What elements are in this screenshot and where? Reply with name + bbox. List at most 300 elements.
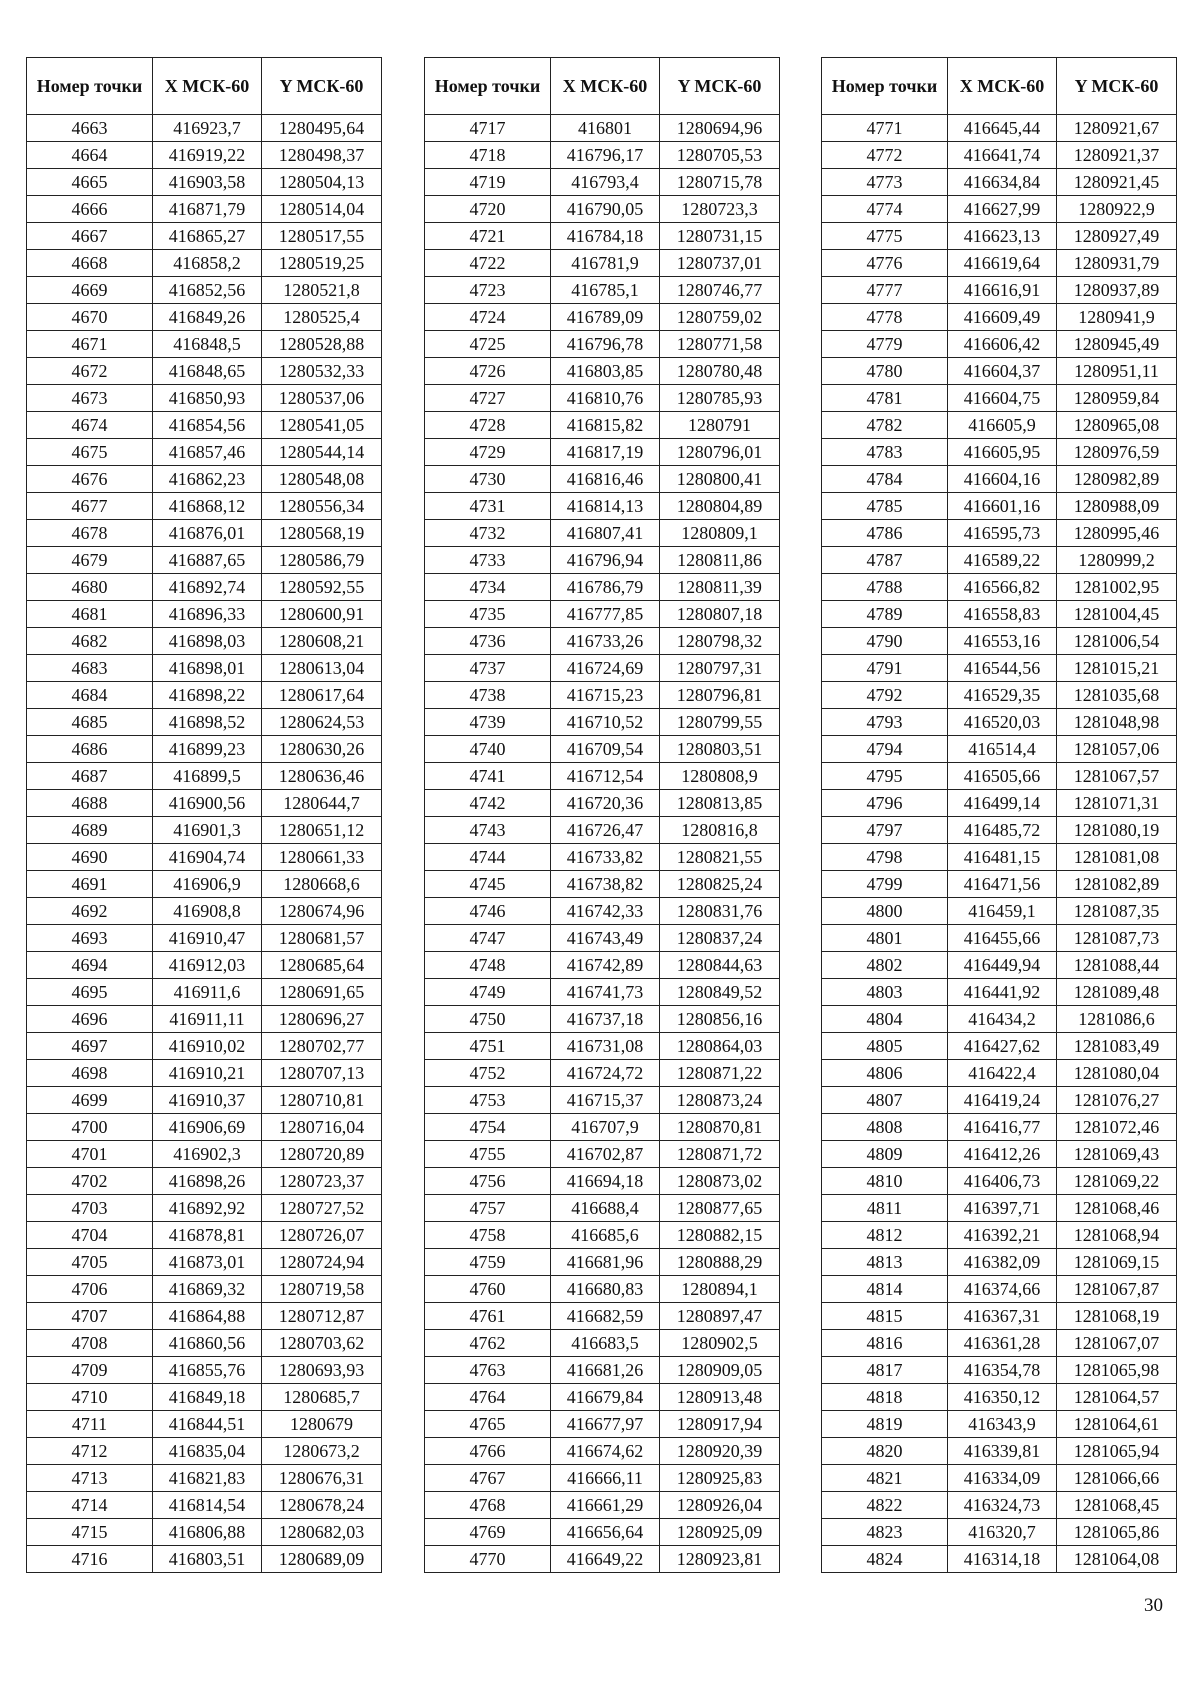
header-point-number: Номер точки <box>27 58 153 115</box>
y-coordinate-cell: 1280644,7 <box>262 790 382 817</box>
y-coordinate-cell: 1280837,24 <box>660 925 780 952</box>
table-row <box>27 898 382 925</box>
y-coordinate-cell: 1280797,31 <box>660 655 780 682</box>
point-number-cell: 4804 <box>822 1006 948 1033</box>
x-coordinate-cell: 416852,56 <box>153 277 262 304</box>
x-coordinate-cell: 416899,5 <box>153 763 262 790</box>
y-coordinate-cell: 1280556,34 <box>262 493 382 520</box>
point-number-cell: 4812 <box>822 1222 948 1249</box>
x-coordinate-cell: 416816,46 <box>551 466 660 493</box>
table-row <box>822 1357 1177 1384</box>
x-coordinate-cell: 416449,94 <box>948 952 1057 979</box>
point-number-cell: 4819 <box>822 1411 948 1438</box>
x-coordinate-cell: 416720,36 <box>551 790 660 817</box>
y-coordinate-cell: 1281068,94 <box>1057 1222 1177 1249</box>
table-row <box>425 223 780 250</box>
point-number-cell: 4700 <box>27 1114 153 1141</box>
table-row <box>425 493 780 520</box>
point-number-cell: 4730 <box>425 466 551 493</box>
point-number-cell: 4720 <box>425 196 551 223</box>
y-coordinate-cell: 1280909,05 <box>660 1357 780 1384</box>
point-number-cell: 4749 <box>425 979 551 1006</box>
y-coordinate-cell: 1280624,53 <box>262 709 382 736</box>
x-coordinate-cell: 416910,37 <box>153 1087 262 1114</box>
x-coordinate-cell: 416679,84 <box>551 1384 660 1411</box>
y-coordinate-cell: 1281082,89 <box>1057 871 1177 898</box>
point-number-cell: 4670 <box>27 304 153 331</box>
x-coordinate-cell: 416604,75 <box>948 385 1057 412</box>
x-coordinate-cell: 416412,26 <box>948 1141 1057 1168</box>
x-coordinate-cell: 416896,33 <box>153 601 262 628</box>
x-coordinate-cell: 416912,03 <box>153 952 262 979</box>
table-row <box>822 871 1177 898</box>
table-row <box>822 655 1177 682</box>
table-row <box>822 925 1177 952</box>
y-coordinate-cell: 1280548,08 <box>262 466 382 493</box>
y-coordinate-cell: 1280931,79 <box>1057 250 1177 277</box>
y-coordinate-cell: 1280617,64 <box>262 682 382 709</box>
y-coordinate-cell: 1281057,06 <box>1057 736 1177 763</box>
x-coordinate-cell: 416334,09 <box>948 1465 1057 1492</box>
table-row <box>425 1384 780 1411</box>
x-coordinate-cell: 416712,54 <box>551 763 660 790</box>
point-number-cell: 4744 <box>425 844 551 871</box>
x-coordinate-cell: 416595,73 <box>948 520 1057 547</box>
point-number-cell: 4733 <box>425 547 551 574</box>
x-coordinate-cell: 416616,91 <box>948 277 1057 304</box>
point-number-cell: 4776 <box>822 250 948 277</box>
y-coordinate-cell: 1281067,57 <box>1057 763 1177 790</box>
table-row <box>822 358 1177 385</box>
point-number-cell: 4778 <box>822 304 948 331</box>
table-row <box>425 1411 780 1438</box>
x-coordinate-cell: 416544,56 <box>948 655 1057 682</box>
table-header-row <box>27 58 382 115</box>
x-coordinate-cell: 416817,19 <box>551 439 660 466</box>
table-row <box>27 871 382 898</box>
table-row <box>27 1546 382 1573</box>
x-coordinate-cell: 416848,5 <box>153 331 262 358</box>
point-number-cell: 4684 <box>27 682 153 709</box>
table-row <box>425 1060 780 1087</box>
header-point-number: Номер точки <box>822 58 948 115</box>
point-number-cell: 4766 <box>425 1438 551 1465</box>
x-coordinate-cell: 416681,96 <box>551 1249 660 1276</box>
table-row <box>27 1033 382 1060</box>
y-coordinate-cell: 1280923,81 <box>660 1546 780 1573</box>
table-row <box>425 1276 780 1303</box>
x-coordinate-cell: 416680,83 <box>551 1276 660 1303</box>
x-coordinate-cell: 416871,79 <box>153 196 262 223</box>
y-coordinate-cell: 1280703,62 <box>262 1330 382 1357</box>
y-coordinate-cell: 1281076,27 <box>1057 1087 1177 1114</box>
table-row <box>27 1519 382 1546</box>
x-coordinate-cell: 416873,01 <box>153 1249 262 1276</box>
y-coordinate-cell: 1280791 <box>660 412 780 439</box>
header-y: Y МСК-60 <box>1057 58 1177 115</box>
table-row <box>27 223 382 250</box>
x-coordinate-cell: 416848,65 <box>153 358 262 385</box>
point-number-cell: 4752 <box>425 1060 551 1087</box>
table-body <box>822 115 1177 1573</box>
y-coordinate-cell: 1280799,55 <box>660 709 780 736</box>
point-number-cell: 4718 <box>425 142 551 169</box>
y-coordinate-cell: 1280525,4 <box>262 304 382 331</box>
table-row <box>27 817 382 844</box>
x-coordinate-cell: 416367,31 <box>948 1303 1057 1330</box>
y-coordinate-cell: 1280720,89 <box>262 1141 382 1168</box>
x-coordinate-cell: 416814,13 <box>551 493 660 520</box>
point-number-cell: 4763 <box>425 1357 551 1384</box>
x-coordinate-cell: 416558,83 <box>948 601 1057 628</box>
table-row <box>27 628 382 655</box>
point-number-cell: 4809 <box>822 1141 948 1168</box>
x-coordinate-cell: 416806,88 <box>153 1519 262 1546</box>
point-number-cell: 4687 <box>27 763 153 790</box>
point-number-cell: 4697 <box>27 1033 153 1060</box>
point-number-cell: 4813 <box>822 1249 948 1276</box>
coordinates-table-2 <box>424 57 780 1573</box>
x-coordinate-cell: 416821,83 <box>153 1465 262 1492</box>
x-coordinate-cell: 416529,35 <box>948 682 1057 709</box>
point-number-cell: 4699 <box>27 1087 153 1114</box>
point-number-cell: 4669 <box>27 277 153 304</box>
x-coordinate-cell: 416685,6 <box>551 1222 660 1249</box>
x-coordinate-cell: 416906,9 <box>153 871 262 898</box>
x-coordinate-cell: 416919,22 <box>153 142 262 169</box>
table-row <box>822 1087 1177 1114</box>
table-row <box>425 952 780 979</box>
point-number-cell: 4805 <box>822 1033 948 1060</box>
table-row <box>822 115 1177 142</box>
y-coordinate-cell: 1280705,53 <box>660 142 780 169</box>
table-row <box>425 1465 780 1492</box>
y-coordinate-cell: 1280682,03 <box>262 1519 382 1546</box>
point-number-cell: 4708 <box>27 1330 153 1357</box>
table-row <box>822 1519 1177 1546</box>
y-coordinate-cell: 1280568,19 <box>262 520 382 547</box>
y-coordinate-cell: 1280710,81 <box>262 1087 382 1114</box>
point-number-cell: 4735 <box>425 601 551 628</box>
header-x: X МСК-60 <box>551 58 660 115</box>
table-row <box>822 1330 1177 1357</box>
y-coordinate-cell: 1280999,2 <box>1057 547 1177 574</box>
x-coordinate-cell: 416910,47 <box>153 925 262 952</box>
table-row <box>822 250 1177 277</box>
y-coordinate-cell: 1280544,14 <box>262 439 382 466</box>
point-number-cell: 4725 <box>425 331 551 358</box>
x-coordinate-cell: 416807,41 <box>551 520 660 547</box>
table-row <box>425 682 780 709</box>
point-number-cell: 4709 <box>27 1357 153 1384</box>
header-point-number: Номер точки <box>425 58 551 115</box>
table-row <box>822 1222 1177 1249</box>
point-number-cell: 4796 <box>822 790 948 817</box>
y-coordinate-cell: 1280921,67 <box>1057 115 1177 142</box>
table-row <box>822 952 1177 979</box>
table-row <box>27 1330 382 1357</box>
point-number-cell: 4777 <box>822 277 948 304</box>
x-coordinate-cell: 416459,1 <box>948 898 1057 925</box>
table-row <box>27 1060 382 1087</box>
point-number-cell: 4771 <box>822 115 948 142</box>
table-row <box>822 196 1177 223</box>
y-coordinate-cell: 1280694,96 <box>660 115 780 142</box>
y-coordinate-cell: 1280689,09 <box>262 1546 382 1573</box>
table-row <box>425 1168 780 1195</box>
y-coordinate-cell: 1280702,77 <box>262 1033 382 1060</box>
x-coordinate-cell: 416589,22 <box>948 547 1057 574</box>
point-number-cell: 4695 <box>27 979 153 1006</box>
x-coordinate-cell: 416715,37 <box>551 1087 660 1114</box>
point-number-cell: 4737 <box>425 655 551 682</box>
point-number-cell: 4786 <box>822 520 948 547</box>
y-coordinate-cell: 1280495,64 <box>262 115 382 142</box>
point-number-cell: 4799 <box>822 871 948 898</box>
y-coordinate-cell: 1280959,84 <box>1057 385 1177 412</box>
table-row <box>425 1006 780 1033</box>
y-coordinate-cell: 1281088,44 <box>1057 952 1177 979</box>
point-number-cell: 4794 <box>822 736 948 763</box>
y-coordinate-cell: 1280528,88 <box>262 331 382 358</box>
table-row <box>27 142 382 169</box>
point-number-cell: 4685 <box>27 709 153 736</box>
y-coordinate-cell: 1280716,04 <box>262 1114 382 1141</box>
y-coordinate-cell: 1281067,07 <box>1057 1330 1177 1357</box>
table-row <box>27 1465 382 1492</box>
y-coordinate-cell: 1281035,68 <box>1057 682 1177 709</box>
x-coordinate-cell: 416354,78 <box>948 1357 1057 1384</box>
x-coordinate-cell: 416743,49 <box>551 925 660 952</box>
table-row <box>27 439 382 466</box>
point-number-cell: 4694 <box>27 952 153 979</box>
table-row <box>27 358 382 385</box>
point-number-cell: 4707 <box>27 1303 153 1330</box>
x-coordinate-cell: 416899,23 <box>153 736 262 763</box>
coordinates-table-3 <box>821 57 1177 1573</box>
table-row <box>425 250 780 277</box>
table-row <box>27 277 382 304</box>
point-number-cell: 4671 <box>27 331 153 358</box>
y-coordinate-cell: 1281080,04 <box>1057 1060 1177 1087</box>
y-coordinate-cell: 1280809,1 <box>660 520 780 547</box>
point-number-cell: 4667 <box>27 223 153 250</box>
table-row <box>27 196 382 223</box>
point-number-cell: 4814 <box>822 1276 948 1303</box>
point-number-cell: 4736 <box>425 628 551 655</box>
table-row <box>27 736 382 763</box>
y-coordinate-cell: 1280816,8 <box>660 817 780 844</box>
x-coordinate-cell: 416374,66 <box>948 1276 1057 1303</box>
x-coordinate-cell: 416857,46 <box>153 439 262 466</box>
table-row <box>27 304 382 331</box>
point-number-cell: 4679 <box>27 547 153 574</box>
point-number-cell: 4791 <box>822 655 948 682</box>
table-header-row <box>425 58 780 115</box>
y-coordinate-cell: 1280785,93 <box>660 385 780 412</box>
x-coordinate-cell: 416737,18 <box>551 1006 660 1033</box>
x-coordinate-cell: 416314,18 <box>948 1546 1057 1573</box>
y-coordinate-cell: 1281080,19 <box>1057 817 1177 844</box>
table-row <box>425 898 780 925</box>
x-coordinate-cell: 416419,24 <box>948 1087 1057 1114</box>
table-row <box>822 1492 1177 1519</box>
point-number-cell: 4798 <box>822 844 948 871</box>
point-number-cell: 4755 <box>425 1141 551 1168</box>
y-coordinate-cell: 1280925,83 <box>660 1465 780 1492</box>
point-number-cell: 4711 <box>27 1411 153 1438</box>
x-coordinate-cell: 416710,52 <box>551 709 660 736</box>
table-row <box>425 1033 780 1060</box>
table-row <box>822 439 1177 466</box>
y-coordinate-cell: 1280941,9 <box>1057 304 1177 331</box>
point-number-cell: 4802 <box>822 952 948 979</box>
x-coordinate-cell: 416906,69 <box>153 1114 262 1141</box>
point-number-cell: 4704 <box>27 1222 153 1249</box>
table-row <box>27 1006 382 1033</box>
y-coordinate-cell: 1281065,86 <box>1057 1519 1177 1546</box>
table-row <box>27 655 382 682</box>
table-row <box>425 1357 780 1384</box>
table-row <box>822 1465 1177 1492</box>
x-coordinate-cell: 416471,56 <box>948 871 1057 898</box>
table-row <box>822 1006 1177 1033</box>
y-coordinate-cell: 1280882,15 <box>660 1222 780 1249</box>
y-coordinate-cell: 1281004,45 <box>1057 601 1177 628</box>
x-coordinate-cell: 416397,71 <box>948 1195 1057 1222</box>
point-number-cell: 4741 <box>425 763 551 790</box>
x-coordinate-cell: 416810,76 <box>551 385 660 412</box>
table-row <box>822 1303 1177 1330</box>
table-row <box>822 412 1177 439</box>
x-coordinate-cell: 416499,14 <box>948 790 1057 817</box>
table-row <box>822 1546 1177 1573</box>
table-row <box>822 1411 1177 1438</box>
point-number-cell: 4811 <box>822 1195 948 1222</box>
x-coordinate-cell: 416520,03 <box>948 709 1057 736</box>
x-coordinate-cell: 416566,82 <box>948 574 1057 601</box>
table-row <box>822 1438 1177 1465</box>
point-number-cell: 4790 <box>822 628 948 655</box>
table-row <box>27 952 382 979</box>
page-number: 30 <box>1144 1595 1163 1616</box>
point-number-cell: 4806 <box>822 1060 948 1087</box>
table-row <box>27 1195 382 1222</box>
table-row <box>27 709 382 736</box>
x-coordinate-cell: 416844,51 <box>153 1411 262 1438</box>
y-coordinate-cell: 1281068,46 <box>1057 1195 1177 1222</box>
y-coordinate-cell: 1281048,98 <box>1057 709 1177 736</box>
y-coordinate-cell: 1280651,12 <box>262 817 382 844</box>
table-row <box>822 385 1177 412</box>
table-row <box>27 250 382 277</box>
x-coordinate-cell: 416627,99 <box>948 196 1057 223</box>
x-coordinate-cell: 416898,26 <box>153 1168 262 1195</box>
x-coordinate-cell: 416910,21 <box>153 1060 262 1087</box>
point-number-cell: 4734 <box>425 574 551 601</box>
x-coordinate-cell: 416422,4 <box>948 1060 1057 1087</box>
table-row <box>27 1114 382 1141</box>
y-coordinate-cell: 1280877,65 <box>660 1195 780 1222</box>
x-coordinate-cell: 416641,74 <box>948 142 1057 169</box>
y-coordinate-cell: 1280920,39 <box>660 1438 780 1465</box>
point-number-cell: 4747 <box>425 925 551 952</box>
point-number-cell: 4740 <box>425 736 551 763</box>
y-coordinate-cell: 1281069,22 <box>1057 1168 1177 1195</box>
point-number-cell: 4823 <box>822 1519 948 1546</box>
table-row <box>822 547 1177 574</box>
table-row <box>27 925 382 952</box>
point-number-cell: 4750 <box>425 1006 551 1033</box>
point-number-cell: 4727 <box>425 385 551 412</box>
x-coordinate-cell: 416350,12 <box>948 1384 1057 1411</box>
x-coordinate-cell: 416604,37 <box>948 358 1057 385</box>
point-number-cell: 4668 <box>27 250 153 277</box>
x-coordinate-cell: 416634,84 <box>948 169 1057 196</box>
x-coordinate-cell: 416666,11 <box>551 1465 660 1492</box>
y-coordinate-cell: 1281069,43 <box>1057 1141 1177 1168</box>
table-body <box>425 115 780 1573</box>
table-row <box>27 1276 382 1303</box>
point-number-cell: 4724 <box>425 304 551 331</box>
x-coordinate-cell: 416786,79 <box>551 574 660 601</box>
point-number-cell: 4666 <box>27 196 153 223</box>
table-row <box>822 1114 1177 1141</box>
x-coordinate-cell: 416742,89 <box>551 952 660 979</box>
y-coordinate-cell: 1281072,46 <box>1057 1114 1177 1141</box>
table-row <box>822 763 1177 790</box>
point-number-cell: 4729 <box>425 439 551 466</box>
table-row <box>425 709 780 736</box>
x-coordinate-cell: 416898,52 <box>153 709 262 736</box>
y-coordinate-cell: 1280696,27 <box>262 1006 382 1033</box>
y-coordinate-cell: 1280676,31 <box>262 1465 382 1492</box>
y-coordinate-cell: 1280521,8 <box>262 277 382 304</box>
point-number-cell: 4767 <box>425 1465 551 1492</box>
point-number-cell: 4739 <box>425 709 551 736</box>
x-coordinate-cell: 416361,28 <box>948 1330 1057 1357</box>
y-coordinate-cell: 1281087,73 <box>1057 925 1177 952</box>
y-coordinate-cell: 1280976,59 <box>1057 439 1177 466</box>
point-number-cell: 4673 <box>27 385 153 412</box>
point-number-cell: 4683 <box>27 655 153 682</box>
table-row <box>822 277 1177 304</box>
x-coordinate-cell: 416514,4 <box>948 736 1057 763</box>
table-row <box>425 1492 780 1519</box>
x-coordinate-cell: 416892,92 <box>153 1195 262 1222</box>
point-number-cell: 4682 <box>27 628 153 655</box>
y-coordinate-cell: 1280807,18 <box>660 601 780 628</box>
table-row <box>425 466 780 493</box>
point-number-cell: 4674 <box>27 412 153 439</box>
x-coordinate-cell: 416702,87 <box>551 1141 660 1168</box>
y-coordinate-cell: 1280925,09 <box>660 1519 780 1546</box>
table-row <box>425 1330 780 1357</box>
point-number-cell: 4663 <box>27 115 153 142</box>
point-number-cell: 4781 <box>822 385 948 412</box>
y-coordinate-cell: 1280811,86 <box>660 547 780 574</box>
x-coordinate-cell: 416645,44 <box>948 115 1057 142</box>
table-row <box>822 331 1177 358</box>
point-number-cell: 4716 <box>27 1546 153 1573</box>
y-coordinate-cell: 1280780,48 <box>660 358 780 385</box>
y-coordinate-cell: 1280537,06 <box>262 385 382 412</box>
table-row <box>27 1384 382 1411</box>
y-coordinate-cell: 1280679 <box>262 1411 382 1438</box>
table-row <box>425 520 780 547</box>
x-coordinate-cell: 416741,73 <box>551 979 660 1006</box>
table-row <box>822 1141 1177 1168</box>
